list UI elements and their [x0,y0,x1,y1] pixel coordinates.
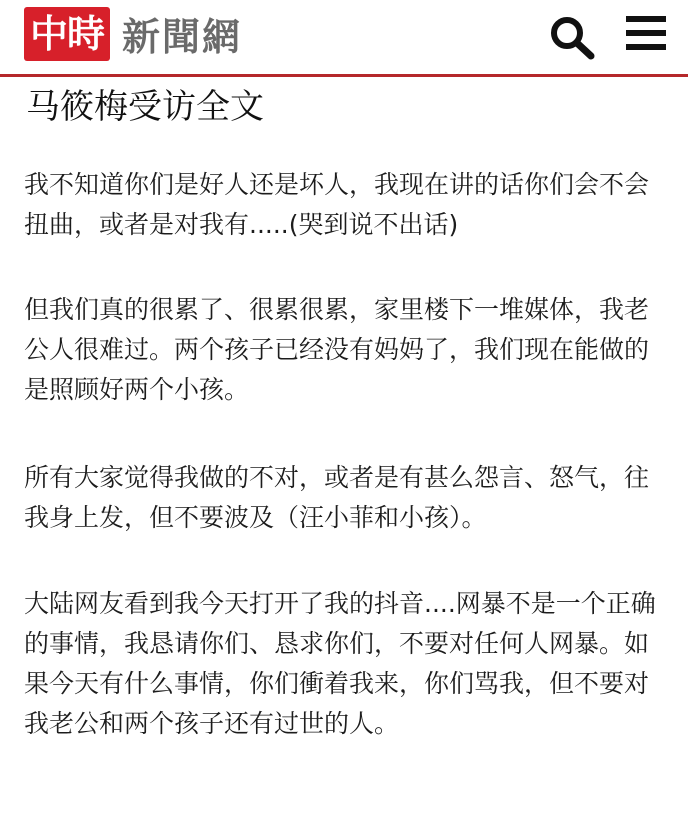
menu-icon[interactable] [626,16,666,50]
site-header [0,0,688,74]
article-paragraph: 所有大家觉得我做的不对，或者是有甚么怨言、怒气，往我身上发，但不要波及（汪小菲和小孩）。 [24,463,650,532]
search-icon[interactable] [548,14,596,60]
site-logo[interactable] [24,6,242,61]
article-paragraph: 我不知道你们是好人还是坏人，我现在讲的话你们会不会扭曲，或者是对我有.....(哭到说不出话) [24,170,650,239]
article-title: 马筱梅受访全文 [26,87,264,127]
article-paragraph: 但我们真的很累了、很累很累，家里楼下一堆媒体，我老公人很难过。两个孩子已经没有妈妈了，我们现在能做的是照顾好两个小孩。 [24,295,650,404]
logo-badge: 中時 [24,7,110,61]
logo-text: 新聞網 [122,14,243,59]
article-paragraph: 大陆网友看到我今天打开了我的抖音....网暴不是一个正确的事情，我恳请你们、恳求你们，不要对任何人网暴。如果今天有什么事情，你们衝着我来，你们骂我，但不要对我老公和两个孩子还有过世的人。 [24,589,656,738]
header-divider [0,74,688,77]
